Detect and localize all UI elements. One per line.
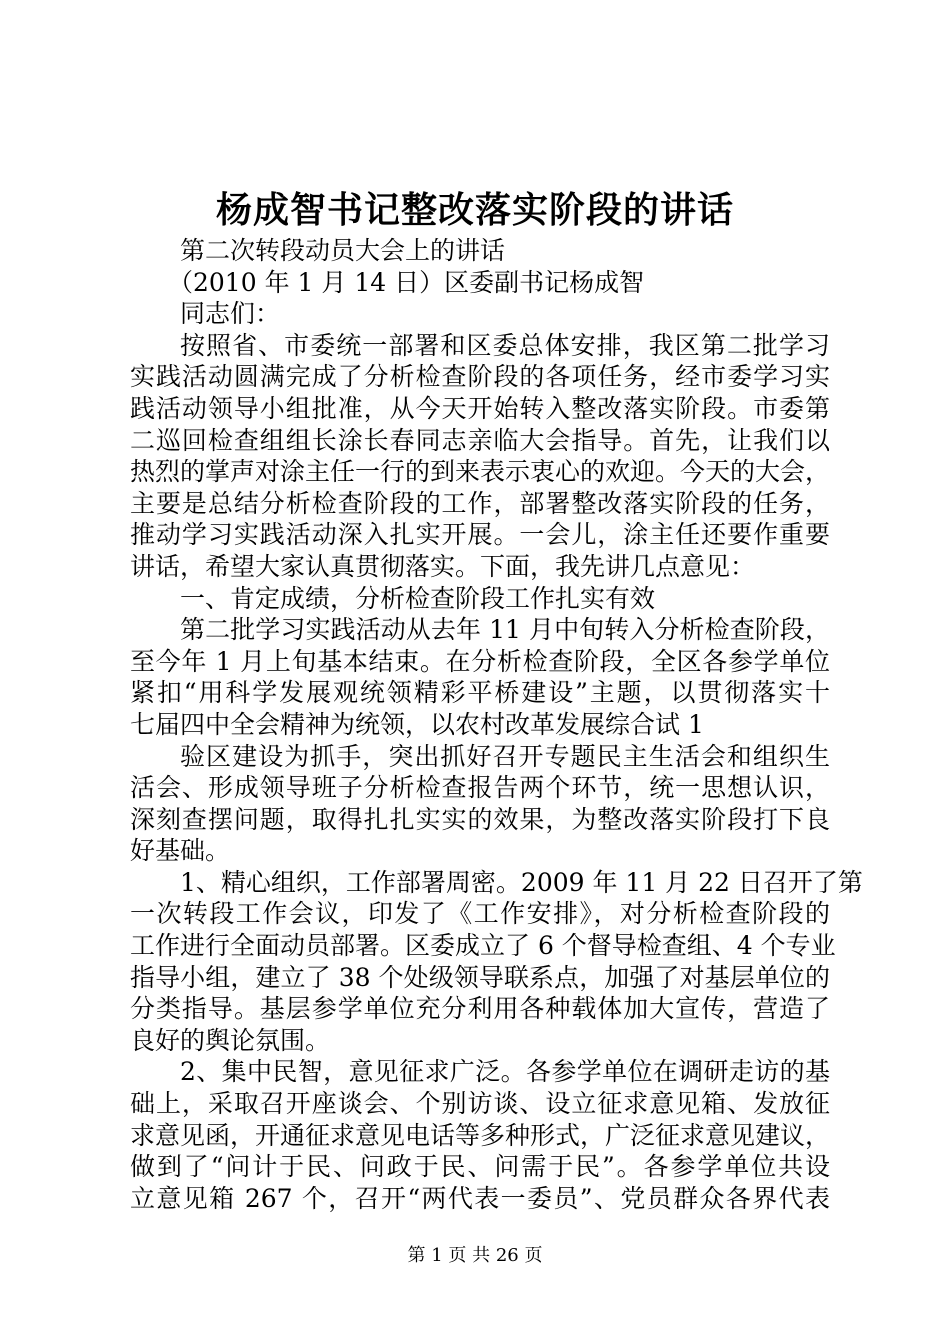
- text-line: 同志们：: [180, 299, 281, 329]
- text-line: 础上，采取召开座谈会、个别访谈、设立征求意见箱、发放征: [130, 1089, 830, 1119]
- text-line: 2、集中民智，意见征求广泛。各参学单位在调研走访的基: [180, 1057, 830, 1087]
- document-title: 杨成智书记整改落实阶段的讲话: [215, 189, 734, 231]
- text-line: 按照省、市委统一部署和区委总体安排，我区第二批学习: [180, 330, 830, 360]
- text-line: 好基础。: [130, 836, 231, 866]
- text-line: 二巡回检查组组长涂长春同志亲临大会指导。首先，让我们以: [130, 425, 830, 455]
- text-line: 验区建设为抓手，突出抓好召开专题民主生活会和组织生: [180, 741, 830, 771]
- text-line: 践活动领导小组批准，从今天开始转入整改落实阶段。市委第: [130, 393, 830, 423]
- page-footer: 第 1 页 共 26 页: [407, 1245, 543, 1266]
- text-line: 工作进行全面动员部署。区委成立了 6 个督导检查组、4 个专业: [130, 931, 836, 961]
- text-line: 立意见箱 267 个，召开“两代表一委员”、党员群众各界代表: [130, 1183, 830, 1213]
- section-heading: 一、肯定成绩，分析检查阶段工作扎实有效: [180, 583, 656, 613]
- text-line: 七届四中全会精神为统领，以农村改革发展综合试 1: [130, 709, 704, 739]
- text-line: 求意见函，开通征求意见电话等多种形式，广泛征求意见建议，: [130, 1120, 831, 1150]
- text-line: 紧扣“用科学发展观统领精彩平桥建设”主题，以贯彻落实十: [130, 678, 830, 708]
- text-line: 分类指导。基层参学单位充分利用各种载体加大宣传，营造了: [130, 994, 830, 1024]
- text-line: 讲话，希望大家认真贯彻落实。下面，我先讲几点意见：: [130, 551, 756, 581]
- text-line: 推动学习实践活动深入扎实开展。一会儿，涂主任还要作重要: [130, 520, 830, 550]
- text-line: 做到了“问计于民、问政于民、问需于民”。各参学单位共设: [130, 1152, 830, 1182]
- text-line: 良好的舆论氛围。: [130, 1025, 331, 1055]
- text-line: （2010 年 1 月 14 日）区委副书记杨成智: [168, 267, 645, 297]
- text-line: 主要是总结分析检查阶段的工作，部署整改落实阶段的任务，: [130, 488, 830, 518]
- text-line: 热烈的掌声对涂主任一行的到来表示衷心的欢迎。今天的大会，: [130, 457, 831, 487]
- text-line: 深刻查摆问题，取得扎扎实实的效果，为整改落实阶段打下良: [130, 804, 830, 834]
- text-line: 指导小组，建立了 38 个处级领导联系点，加强了对基层单位的: [130, 962, 830, 992]
- text-line: 一次转段工作会议，印发了《工作安排》，对分析检查阶段的: [130, 899, 830, 929]
- text-line: 第二次转段动员大会上的讲话: [180, 236, 506, 265]
- text-line: 1、精心组织，工作部署周密。2009 年 11 月 22 日召开了第: [180, 867, 863, 897]
- text-line: 活会、形成领导班子分析检查报告两个环节，统一思想认识，: [130, 773, 830, 803]
- text-line: 第二批学习实践活动从去年 11 月中旬转入分析检查阶段，: [180, 615, 830, 645]
- document-body: [130, 235, 863, 1214]
- text-line: 至今年 1 月上旬基本结束。在分析检查阶段，全区各参学单位: [130, 646, 830, 676]
- text-line: 实践活动圆满完成了分析检查阶段的各项任务，经市委学习实: [130, 362, 830, 392]
